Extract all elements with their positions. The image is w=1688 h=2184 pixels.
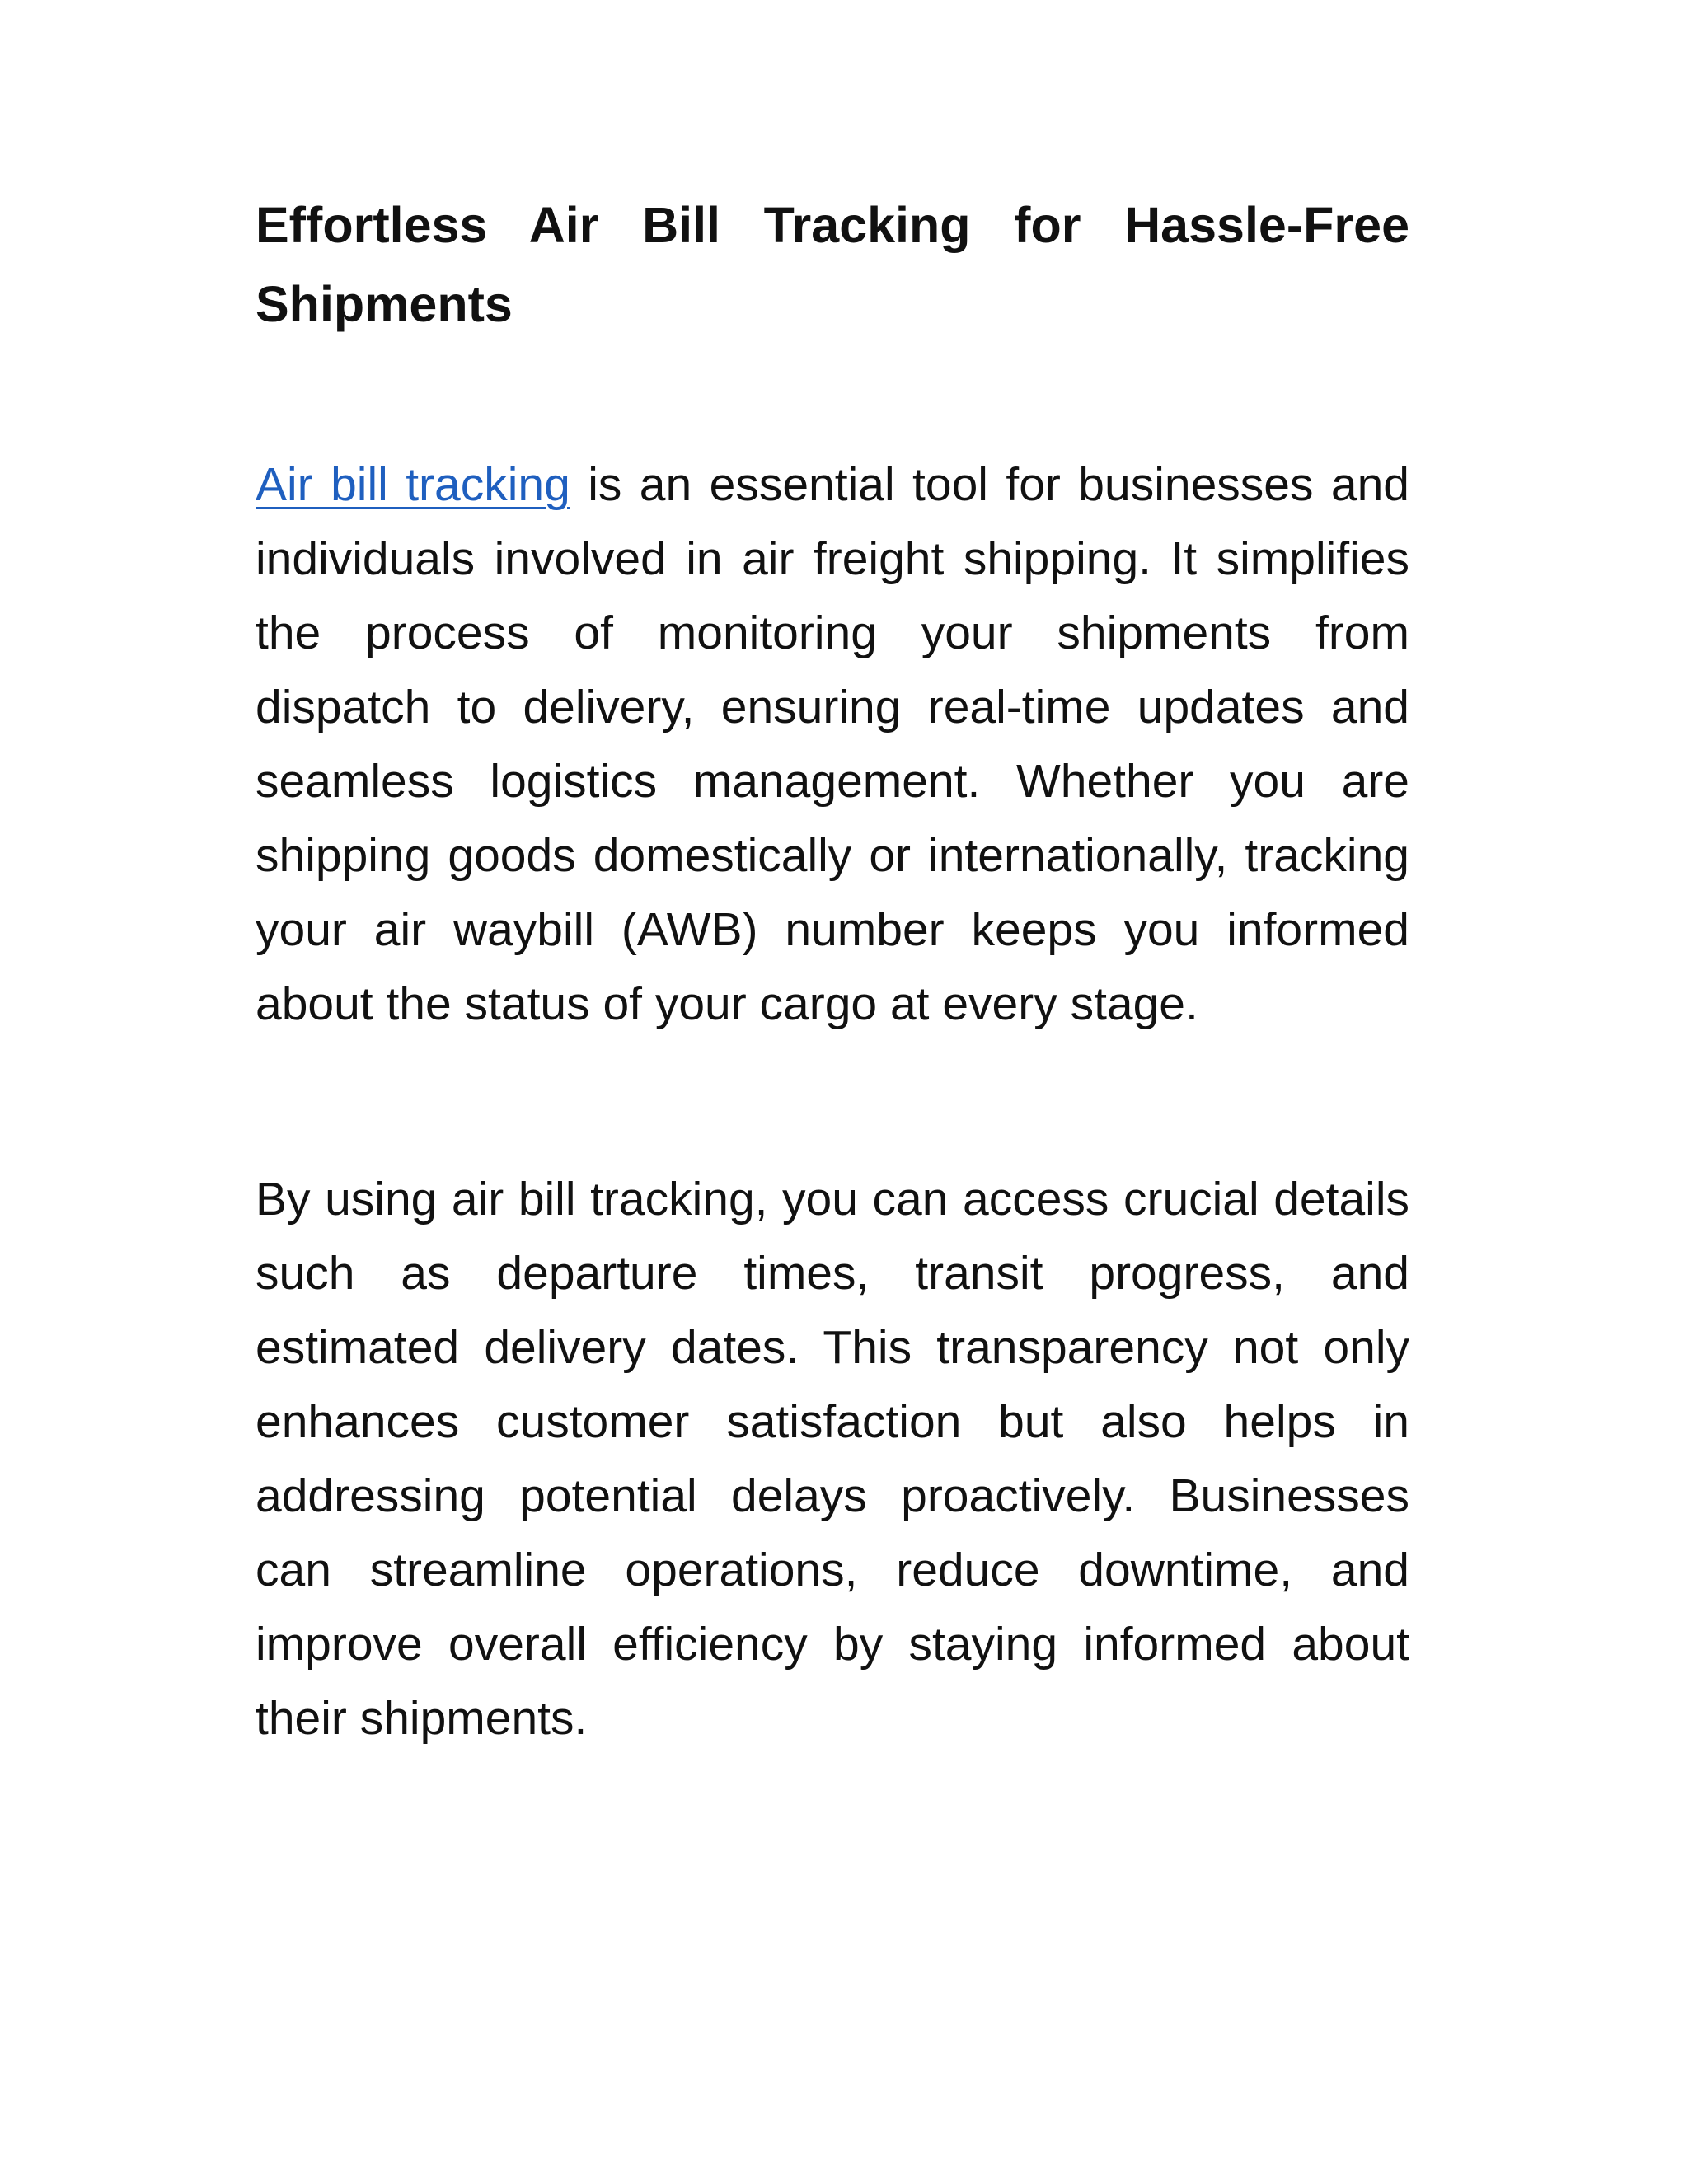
intro-paragraph-text: is an essential tool for businesses and individuals involved in air freight shipping. It simplifies the process of monitoring your shipments from dispatch to delivery, ensuring real-time updates and seamless logistics management. Whether you are shipping goods domestically or internationally, tracking your air waybill (AWB) number keeps you informed about the status of your cargo at every stage.	[256, 458, 1409, 1030]
benefits-paragraph: By using air bill tracking, you can access crucial details such as departure times, transit progress, and estimated delivery dates. This transparency not only enhances customer satisfaction but also helps in addressing potential delays proactively. Businesses can streamline operations, reduce downtime, and improve overall efficiency by staying informed about their shipments.	[256, 1173, 1409, 1745]
document-title: Effortless Air Bill Tracking for Hassle-Free Shipments	[256, 197, 1409, 332]
intro-paragraph	[256, 448, 1409, 1041]
document-page	[256, 185, 1409, 1755]
air-bill-tracking-link[interactable]: Air bill tracking	[256, 458, 570, 511]
